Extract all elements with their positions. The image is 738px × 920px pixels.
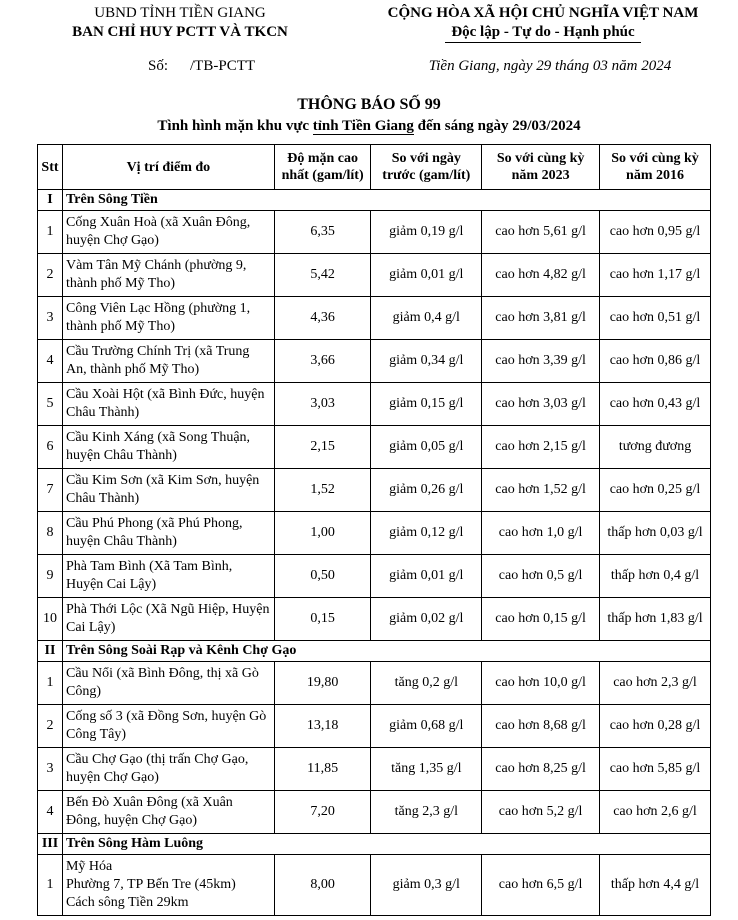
row-salinity: 3,66 bbox=[274, 340, 371, 383]
so-code: /TB-PCTT bbox=[190, 58, 256, 74]
row-prev-day: giảm 0,68 g/l bbox=[371, 705, 482, 748]
agency-line1: UBND TỈNH TIỀN GIANG bbox=[94, 5, 266, 21]
row-2023: cao hơn 8,68 g/l bbox=[482, 705, 600, 748]
row-location: Cầu Phú Phong (xã Phú Phong, huyện Châu Thành) bbox=[62, 512, 274, 555]
table-row bbox=[38, 340, 711, 383]
row-salinity: 6,35 bbox=[274, 211, 371, 254]
row-salinity: 11,85 bbox=[274, 748, 371, 791]
document-subtitle bbox=[0, 118, 738, 135]
header-2023: So với cùng kỳ năm 2023 bbox=[482, 145, 600, 190]
row-salinity: 4,36 bbox=[274, 297, 371, 340]
agency-line2: BAN CHỈ HUY PCTT VÀ TKCN bbox=[72, 24, 288, 40]
row-prev-day: giảm 0,01 g/l bbox=[371, 254, 482, 297]
row-prev-day: tăng 0,2 g/l bbox=[371, 662, 482, 705]
row-2023: cao hơn 10,0 g/l bbox=[482, 662, 600, 705]
section-name: Trên Sông Soài Rạp và Kênh Chợ Gạo bbox=[62, 641, 710, 662]
row-location: Cống Xuân Hoà (xã Xuân Đông, huyện Chợ Gạo) bbox=[62, 211, 274, 254]
row-prev-day: tăng 2,3 g/l bbox=[371, 791, 482, 834]
nation-line1: CỘNG HÒA XÃ HỘI CHỦ NGHĨA VIỆT NAM bbox=[387, 5, 699, 21]
row-salinity: 3,03 bbox=[274, 383, 371, 426]
table-row bbox=[38, 748, 711, 791]
row-location: Cầu Nổi (xã Bình Đông, thị xã Gò Công) bbox=[62, 662, 274, 705]
table-row bbox=[38, 855, 711, 916]
row-prev-day: giảm 0,34 g/l bbox=[371, 340, 482, 383]
nation-header bbox=[368, 4, 718, 43]
row-2016: thấp hơn 0,4 g/l bbox=[600, 555, 711, 598]
row-stt: 9 bbox=[38, 555, 63, 598]
section-number: I bbox=[38, 190, 63, 211]
row-2023: cao hơn 1,52 g/l bbox=[482, 469, 600, 512]
row-location: Phà Tam Bình (Xã Tam Bình, Huyện Cai Lậy) bbox=[62, 555, 274, 598]
table-row bbox=[38, 254, 711, 297]
row-location-line: Cách sông Tiền 29km bbox=[65, 895, 189, 910]
row-salinity: 0,15 bbox=[274, 598, 371, 641]
row-2016: cao hơn 5,85 g/l bbox=[600, 748, 711, 791]
row-stt: 7 bbox=[38, 469, 63, 512]
table-row bbox=[38, 211, 711, 254]
table-row bbox=[38, 426, 711, 469]
section-name: Trên Sông Hàm Luông bbox=[62, 834, 710, 855]
row-prev-day: giảm 0,01 g/l bbox=[371, 555, 482, 598]
row-prev-day: giảm 0,19 g/l bbox=[371, 211, 482, 254]
row-location: Cầu Kinh Xáng (xã Song Thuận, huyện Châu Thành) bbox=[62, 426, 274, 469]
row-2016: thấp hơn 0,03 g/l bbox=[600, 512, 711, 555]
row-2023: cao hơn 3,39 g/l bbox=[482, 340, 600, 383]
row-salinity: 13,18 bbox=[274, 705, 371, 748]
section-row bbox=[38, 190, 711, 211]
row-location: Cầu Trường Chính Trị (xã Trung An, thành phố Mỹ Tho) bbox=[62, 340, 274, 383]
section-number: III bbox=[38, 834, 63, 855]
row-stt: 10 bbox=[38, 598, 63, 641]
row-salinity: 2,15 bbox=[274, 426, 371, 469]
row-2023: cao hơn 3,81 g/l bbox=[482, 297, 600, 340]
row-2016: cao hơn 0,95 g/l bbox=[600, 211, 711, 254]
row-2016: cao hơn 1,17 g/l bbox=[600, 254, 711, 297]
table-row bbox=[38, 791, 711, 834]
header-2016: So với cùng kỳ năm 2016 bbox=[600, 145, 711, 190]
row-2023: cao hơn 4,82 g/l bbox=[482, 254, 600, 297]
row-prev-day: giảm 0,4 g/l bbox=[371, 297, 482, 340]
row-2023: cao hơn 6,5 g/l bbox=[482, 855, 600, 916]
subtitle-part2: tỉnh Tiền Giang bbox=[312, 118, 414, 134]
document-date: Tiền Giang, ngày 29 tháng 03 năm 2024 bbox=[428, 58, 672, 74]
table-row bbox=[38, 705, 711, 748]
row-2016: cao hơn 0,86 g/l bbox=[600, 340, 711, 383]
row-location: Phà Thới Lộc (Xã Ngũ Hiệp, Huyện Cai Lậy) bbox=[62, 598, 274, 641]
row-location: Vàm Tân Mỹ Chánh (phường 9, thành phố Mỹ Tho) bbox=[62, 254, 274, 297]
row-stt: 4 bbox=[38, 340, 63, 383]
row-stt: 1 bbox=[38, 855, 63, 916]
header-stt: Stt bbox=[38, 145, 63, 190]
row-stt: 3 bbox=[38, 297, 63, 340]
row-salinity: 7,20 bbox=[274, 791, 371, 834]
row-prev-day: giảm 0,12 g/l bbox=[371, 512, 482, 555]
row-salinity: 5,42 bbox=[274, 254, 371, 297]
row-2016: cao hơn 0,43 g/l bbox=[600, 383, 711, 426]
table-row bbox=[38, 598, 711, 641]
row-prev-day: giảm 0,15 g/l bbox=[371, 383, 482, 426]
document-title: THÔNG BÁO SỐ 99 bbox=[297, 96, 441, 113]
row-location: Cầu Chợ Gạo (thị trấn Chợ Gạo, huyện Chợ Gạo) bbox=[62, 748, 274, 791]
table-header-row bbox=[38, 145, 711, 190]
so-label: Số: bbox=[148, 58, 169, 74]
row-stt: 1 bbox=[38, 211, 63, 254]
row-salinity: 0,50 bbox=[274, 555, 371, 598]
row-2016: thấp hơn 1,83 g/l bbox=[600, 598, 711, 641]
row-stt: 4 bbox=[38, 791, 63, 834]
row-location: Cầu Xoài Hột (xã Bình Đức, huyện Châu Thành) bbox=[62, 383, 274, 426]
nation-line2: Độc lập - Tự do - Hạnh phúc bbox=[445, 23, 640, 43]
table-row bbox=[38, 555, 711, 598]
subtitle-part1: Tình hình mặn khu vực bbox=[157, 118, 313, 134]
row-2023: cao hơn 8,25 g/l bbox=[482, 748, 600, 791]
section-row bbox=[38, 834, 711, 855]
row-prev-day: giảm 0,3 g/l bbox=[371, 855, 482, 916]
row-prev-day: giảm 0,26 g/l bbox=[371, 469, 482, 512]
section-name: Trên Sông Tiền bbox=[62, 190, 710, 211]
row-location: Bến Đò Xuân Đông (xã Xuân Đông, huyện Chợ Gạo) bbox=[62, 791, 274, 834]
subtitle-part3: đến sáng ngày 29/03/2024 bbox=[413, 118, 581, 134]
header-salinity: Độ mặn cao nhất (gam/lít) bbox=[274, 145, 371, 190]
row-stt: 8 bbox=[38, 512, 63, 555]
row-2023: cao hơn 0,15 g/l bbox=[482, 598, 600, 641]
header-location: Vị trí điểm đo bbox=[62, 145, 274, 190]
row-2023: cao hơn 2,15 g/l bbox=[482, 426, 600, 469]
table-row bbox=[38, 297, 711, 340]
row-salinity: 1,52 bbox=[274, 469, 371, 512]
row-location: Công Viên Lạc Hồng (phường 1, thành phố Mỹ Tho) bbox=[62, 297, 274, 340]
row-salinity: 8,00 bbox=[274, 855, 371, 916]
section-row bbox=[38, 641, 711, 662]
document-number bbox=[148, 58, 255, 75]
table-row bbox=[38, 469, 711, 512]
table-row bbox=[38, 512, 711, 555]
row-2023: cao hơn 0,5 g/l bbox=[482, 555, 600, 598]
row-stt: 3 bbox=[38, 748, 63, 791]
row-2016: tương đương bbox=[600, 426, 711, 469]
table-row bbox=[38, 662, 711, 705]
row-stt: 5 bbox=[38, 383, 63, 426]
row-prev-day: tăng 1,35 g/l bbox=[371, 748, 482, 791]
row-location-line: Phường 7, TP Bến Tre (45km) bbox=[65, 877, 236, 892]
row-location bbox=[62, 855, 274, 916]
header-prev-day: So với ngày trước (gam/lít) bbox=[371, 145, 482, 190]
table-body bbox=[38, 190, 711, 916]
row-2016: thấp hơn 4,4 g/l bbox=[600, 855, 711, 916]
row-salinity: 19,80 bbox=[274, 662, 371, 705]
row-stt: 1 bbox=[38, 662, 63, 705]
section-number: II bbox=[38, 641, 63, 662]
row-2016: cao hơn 2,3 g/l bbox=[600, 662, 711, 705]
row-location: Cống số 3 (xã Đồng Sơn, huyện Gò Công Tây) bbox=[62, 705, 274, 748]
row-2016: cao hơn 0,28 g/l bbox=[600, 705, 711, 748]
row-location: Cầu Kim Sơn (xã Kim Sơn, huyện Châu Thành) bbox=[62, 469, 274, 512]
row-2023: cao hơn 5,61 g/l bbox=[482, 211, 600, 254]
row-stt: 2 bbox=[38, 254, 63, 297]
agency-header bbox=[70, 4, 290, 42]
row-2023: cao hơn 1,0 g/l bbox=[482, 512, 600, 555]
row-2023: cao hơn 5,2 g/l bbox=[482, 791, 600, 834]
row-stt: 6 bbox=[38, 426, 63, 469]
row-prev-day: giảm 0,02 g/l bbox=[371, 598, 482, 641]
row-location-line: Mỹ Hóa bbox=[65, 859, 113, 874]
row-2016: cao hơn 2,6 g/l bbox=[600, 791, 711, 834]
row-prev-day: giảm 0,05 g/l bbox=[371, 426, 482, 469]
row-stt: 2 bbox=[38, 705, 63, 748]
row-2016: cao hơn 0,25 g/l bbox=[600, 469, 711, 512]
row-2023: cao hơn 3,03 g/l bbox=[482, 383, 600, 426]
salinity-table bbox=[37, 144, 711, 916]
row-2016: cao hơn 0,51 g/l bbox=[600, 297, 711, 340]
table-row bbox=[38, 383, 711, 426]
row-salinity: 1,00 bbox=[274, 512, 371, 555]
